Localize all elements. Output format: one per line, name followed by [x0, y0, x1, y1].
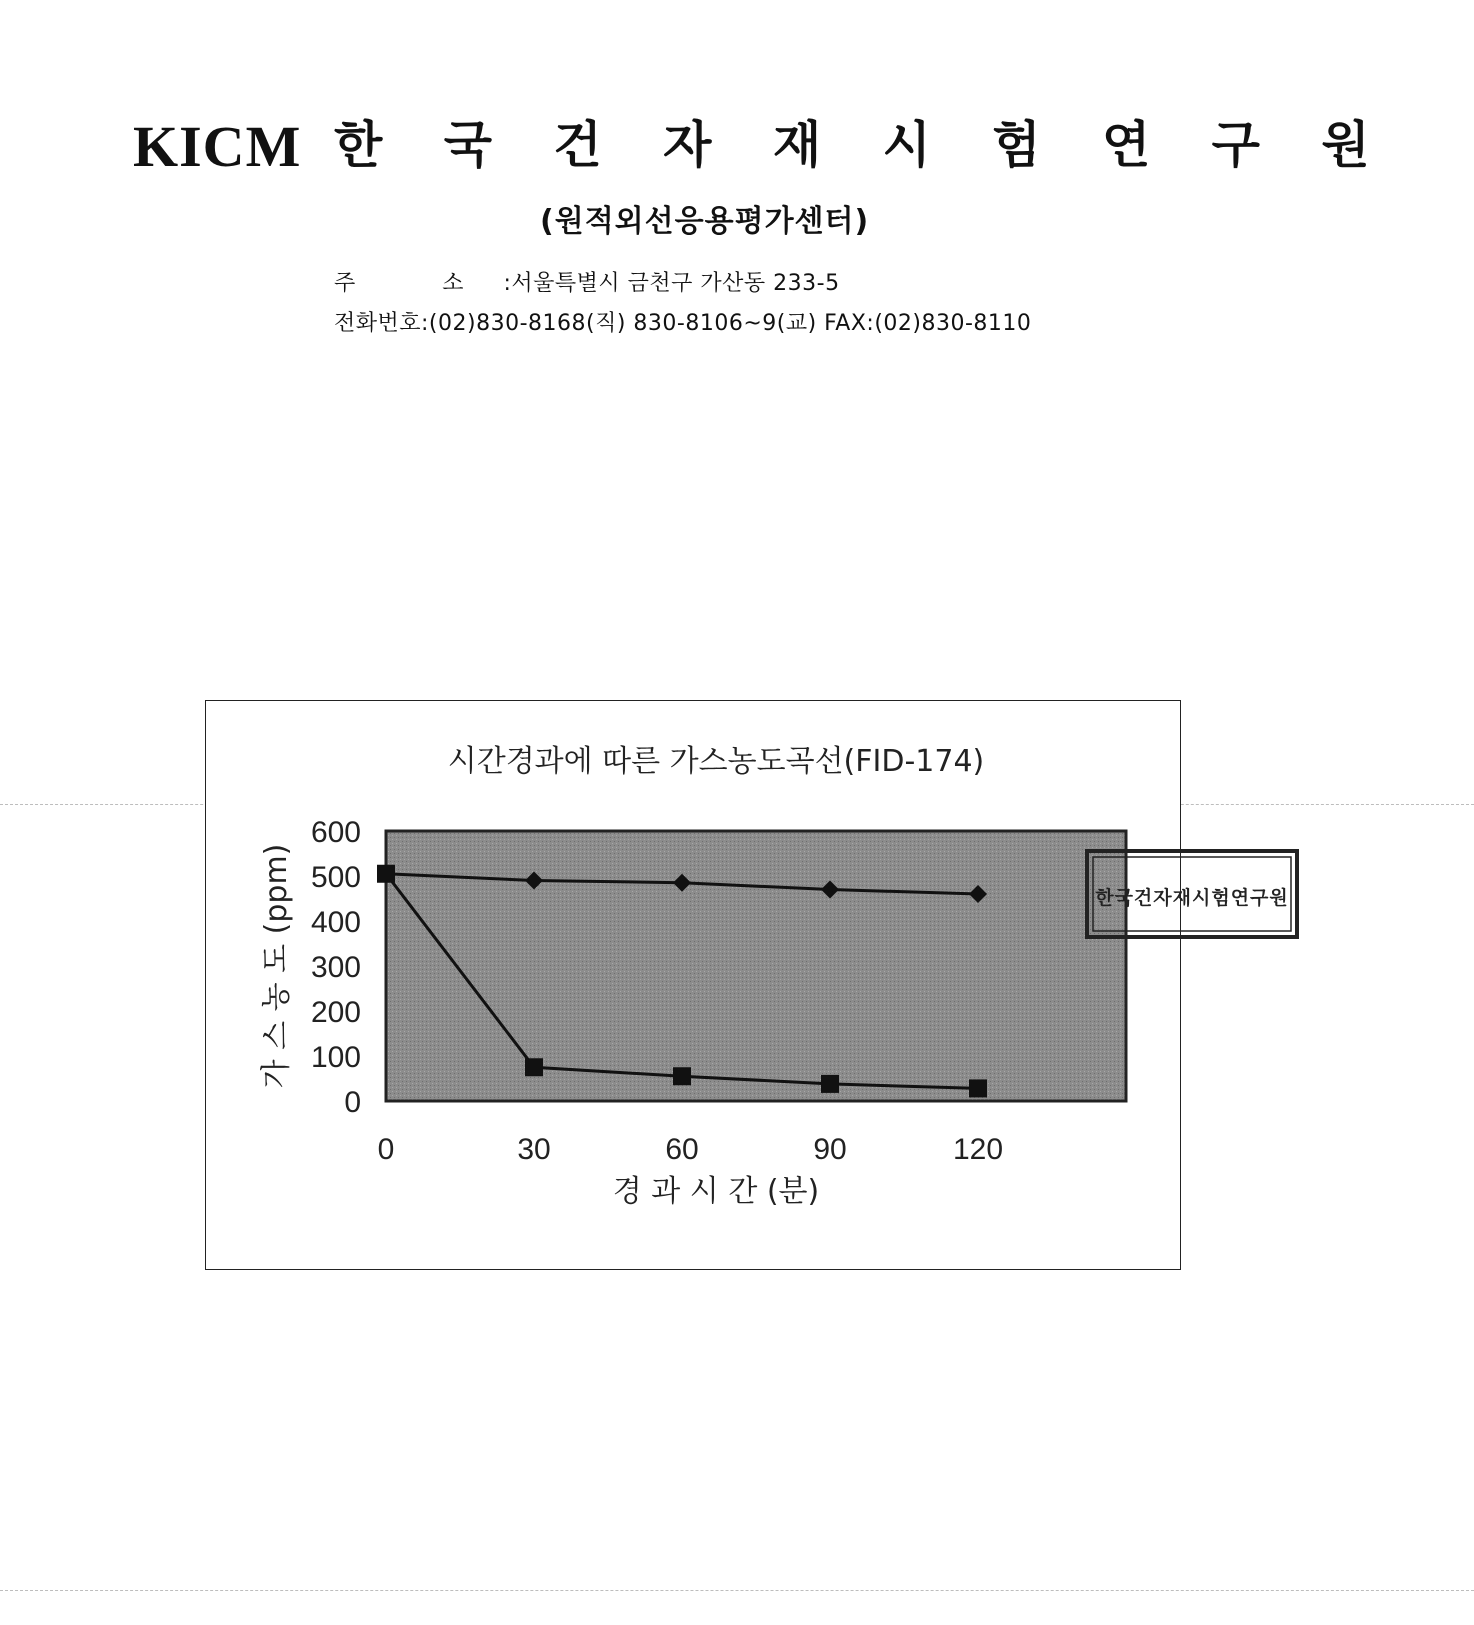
y-axis-label: 가 스 농 도 (ppm) — [259, 843, 294, 1089]
square-marker — [969, 1079, 987, 1097]
y-tick-label: 100 — [310, 1041, 361, 1074]
y-tick-label: 400 — [310, 906, 361, 939]
org-subtitle: (원적외선응용평가센터) — [540, 204, 870, 239]
x-tick-label: 30 — [517, 1133, 551, 1166]
y-tick-label: 600 — [310, 816, 361, 849]
plot-area — [386, 831, 1126, 1101]
square-marker — [377, 865, 395, 883]
phone-value: :(02)830-8168(직) 830-8106~9(교) FAX:(02)830-8110 — [421, 311, 1032, 336]
x-axis-ticks — [378, 1133, 1003, 1166]
square-marker — [821, 1075, 839, 1093]
address-line — [334, 266, 840, 297]
org-name: 한 국 건 자 재 시 험 연 구 원 — [334, 116, 1392, 174]
phone-label: 전화번호 — [334, 311, 422, 336]
scan-fold-line-bottom — [0, 1590, 1474, 1591]
chart-title: 시간경과에 따른 가스농도곡선(FID-174) — [447, 744, 985, 779]
y-tick-label: 500 — [310, 861, 361, 894]
square-marker — [673, 1067, 691, 1085]
gas-concentration-chart — [206, 701, 1182, 1271]
x-axis-label: 경 과 시 간 (분) — [612, 1174, 820, 1209]
y-axis-ticks — [311, 816, 361, 1119]
x-tick-label: 0 — [377, 1133, 395, 1166]
x-tick-label: 90 — [813, 1133, 847, 1166]
x-tick-label: 120 — [952, 1133, 1004, 1166]
seal-text: 한국건자재시험연구원 — [1095, 887, 1289, 909]
official-seal-icon — [1084, 848, 1300, 940]
y-tick-label: 0 — [344, 1086, 361, 1119]
x-tick-label: 60 — [665, 1133, 699, 1166]
y-tick-label: 200 — [310, 996, 361, 1029]
phone-line — [334, 306, 1031, 337]
y-tick-label: 300 — [310, 951, 361, 984]
org-abbreviation: KICM — [133, 114, 302, 179]
square-marker — [525, 1058, 543, 1076]
address-label: 주 소 — [334, 271, 504, 296]
address-value: :서울특별시 금천구 가산동 233-5 — [503, 271, 840, 296]
chart-frame — [205, 700, 1181, 1270]
